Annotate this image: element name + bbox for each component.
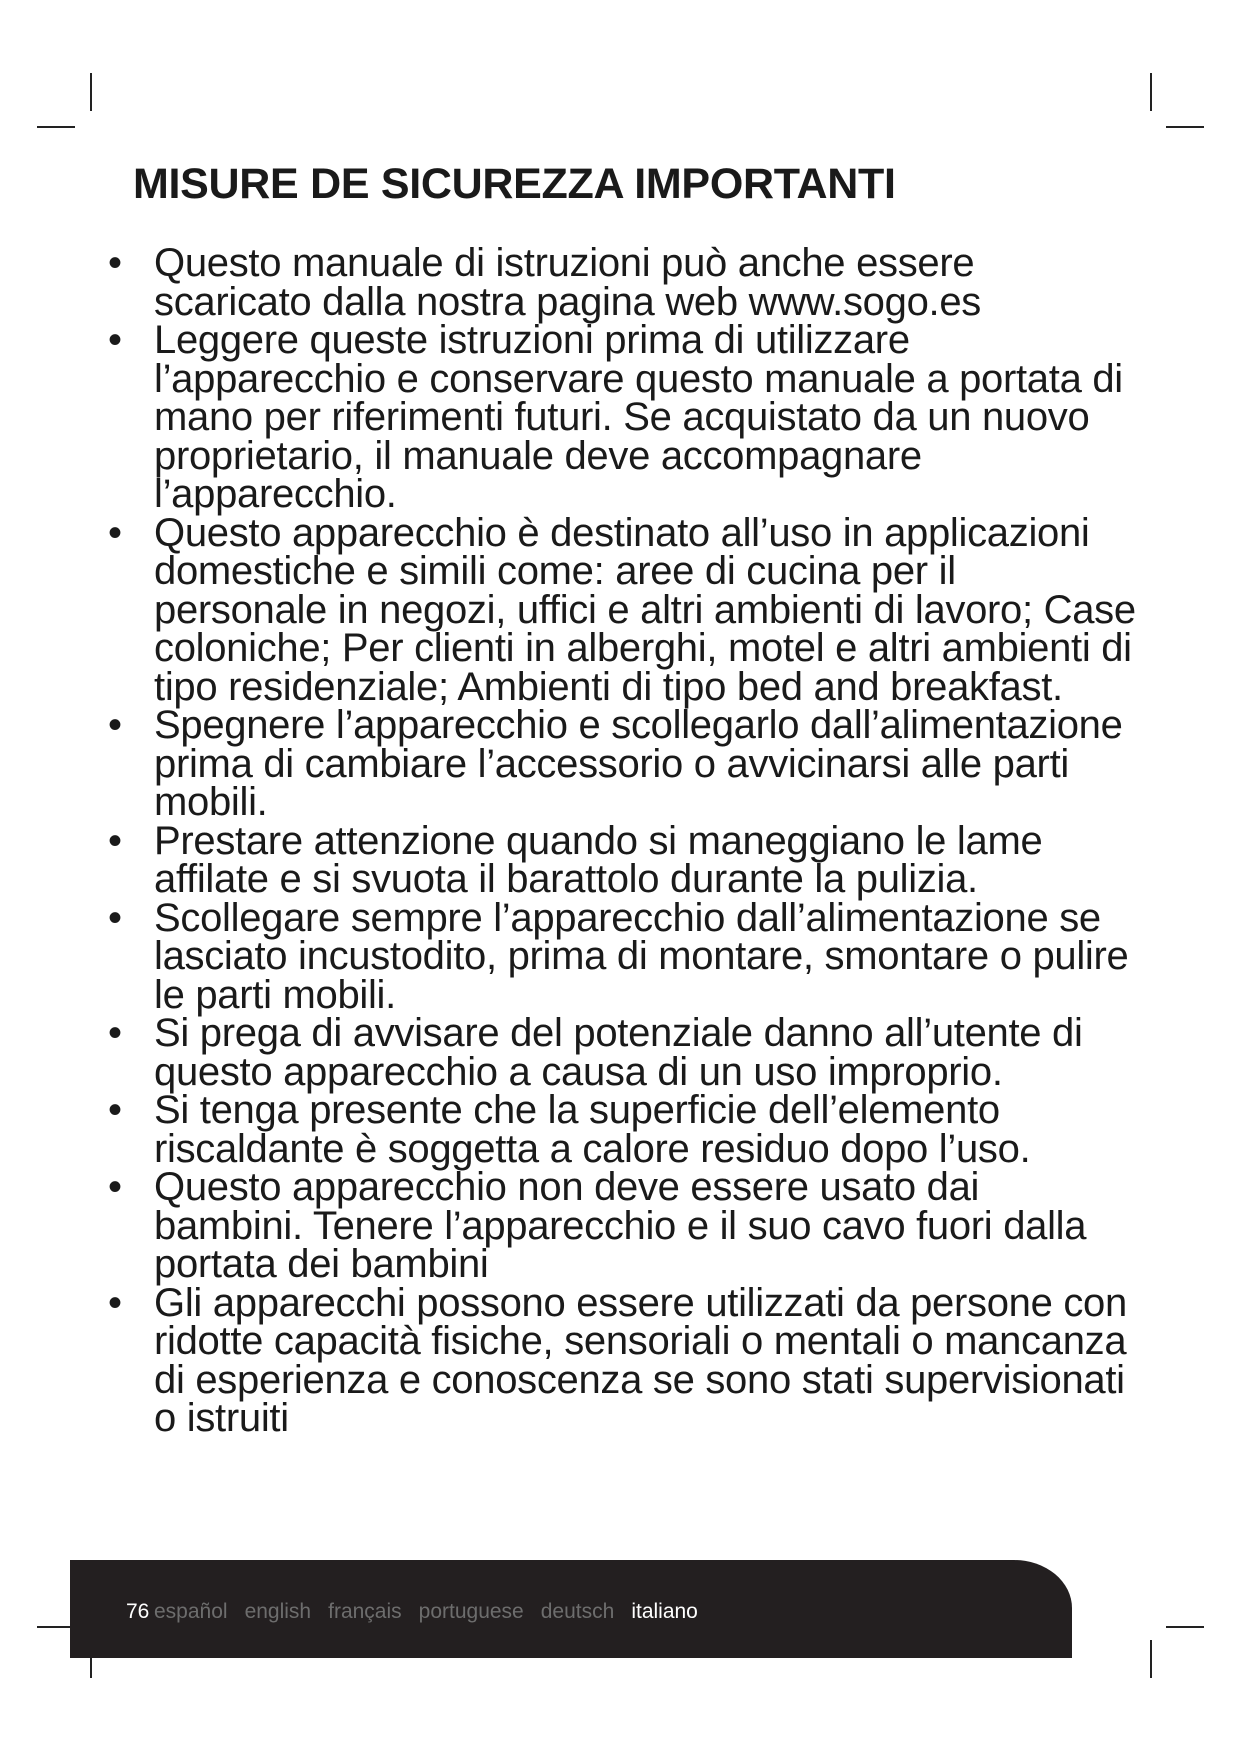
footer-bar bbox=[70, 1560, 1072, 1658]
list-item bbox=[108, 1165, 1138, 1286]
bullet: • bbox=[108, 241, 122, 285]
bullet: • bbox=[108, 510, 122, 555]
bullet: • bbox=[108, 1011, 122, 1055]
crop-mark-top-left-horizontal bbox=[37, 126, 75, 128]
page-title: MISURE DE SICUREZZA IMPORTANTI bbox=[133, 160, 896, 208]
list-item-text: Prestare attenzione quando si maneggiano le lame affilate e si svuota il barattolo durante la pulizia. bbox=[154, 818, 1043, 901]
list-item bbox=[108, 818, 1138, 901]
bullet: • bbox=[108, 1088, 122, 1132]
crop-mark-top-left-vertical bbox=[90, 73, 92, 111]
page-number: 76 bbox=[126, 1600, 150, 1623]
crop-mark-top-right-vertical bbox=[1150, 73, 1152, 111]
bullet: • bbox=[108, 318, 122, 362]
safety-instructions-list bbox=[108, 241, 1138, 1440]
list-item bbox=[108, 318, 1138, 516]
list-item-text: Spegnere l’apparecchio e scollegarlo dall’alimentazione prima di cambiare l’accessorio o avvicinarsi alle parti mobili. bbox=[154, 703, 1123, 824]
language-pt: portuguese bbox=[418, 1600, 524, 1623]
list-item-text: Questo apparecchio è destinato all’uso in applicazioni domestiche e simili come: aree di cucina per il personale in negozi, uffici e altri ambienti di lavoro; Case coloniche; Per clienti in alberghi, motel e altri ambienti di tipo residenziale; Ambienti di tipo bed and breakfast. bbox=[154, 510, 1136, 709]
list-item-text: Leggere queste istruzioni prima di utilizzare l’apparecchio e conservare questo manuale a portata di mano per riferimenti futuri. Se acquistato da un nuovo proprietario, il manuale deve accompagnare l’apparecchio. bbox=[154, 318, 1123, 516]
crop-mark-bottom-right-horizontal bbox=[1166, 1626, 1204, 1628]
list-item-text: Si tenga presente che la superficie dell’elemento riscaldante è soggetta a calore residuo dopo l’uso. bbox=[154, 1088, 1031, 1171]
language-es: español bbox=[154, 1600, 228, 1623]
crop-mark-bottom-right-vertical bbox=[1150, 1640, 1152, 1678]
crop-mark-top-right-horizontal bbox=[1166, 126, 1204, 128]
language-it-active: italiano bbox=[631, 1600, 698, 1623]
list-item-text: Gli apparecchi possono essere utilizzati da persone con ridotte capacità fisiche, sensoriali o mentali o mancanza di esperienza e conoscenza se sono stati supervisionati o istruiti bbox=[154, 1280, 1127, 1440]
language-en: english bbox=[244, 1600, 312, 1623]
list-item-text: Questo apparecchio non deve essere usato dai bambini. Tenere l’apparecchio e il suo cavo fuori dalla portata dei bambini bbox=[154, 1165, 1087, 1286]
list-item bbox=[108, 1011, 1138, 1094]
bullet: • bbox=[108, 1280, 122, 1325]
bullet: • bbox=[108, 1165, 122, 1209]
bullet: • bbox=[108, 818, 122, 863]
bullet: • bbox=[108, 703, 122, 747]
list-item bbox=[108, 241, 1138, 324]
bullet: • bbox=[108, 895, 122, 940]
list-item-text: Questo manuale di istruzioni può anche essere scaricato dalla nostra pagina web www.sogo.es bbox=[154, 241, 981, 324]
list-item bbox=[108, 510, 1138, 709]
language-fr: français bbox=[328, 1600, 402, 1623]
list-item-text: Si prega di avvisare del potenziale danno all’utente di questo apparecchio a causa di un uso improprio. bbox=[154, 1011, 1083, 1094]
list-item bbox=[108, 1280, 1138, 1440]
language-index bbox=[154, 1600, 715, 1624]
list-item bbox=[108, 1088, 1138, 1171]
list-item-text: Scollegare sempre l’apparecchio dall’alimentazione se lasciato incustodito, prima di montare, smontare o pulire le parti mobili. bbox=[154, 895, 1129, 1017]
list-item bbox=[108, 703, 1138, 824]
list-item bbox=[108, 895, 1138, 1017]
language-de: deutsch bbox=[540, 1600, 615, 1623]
